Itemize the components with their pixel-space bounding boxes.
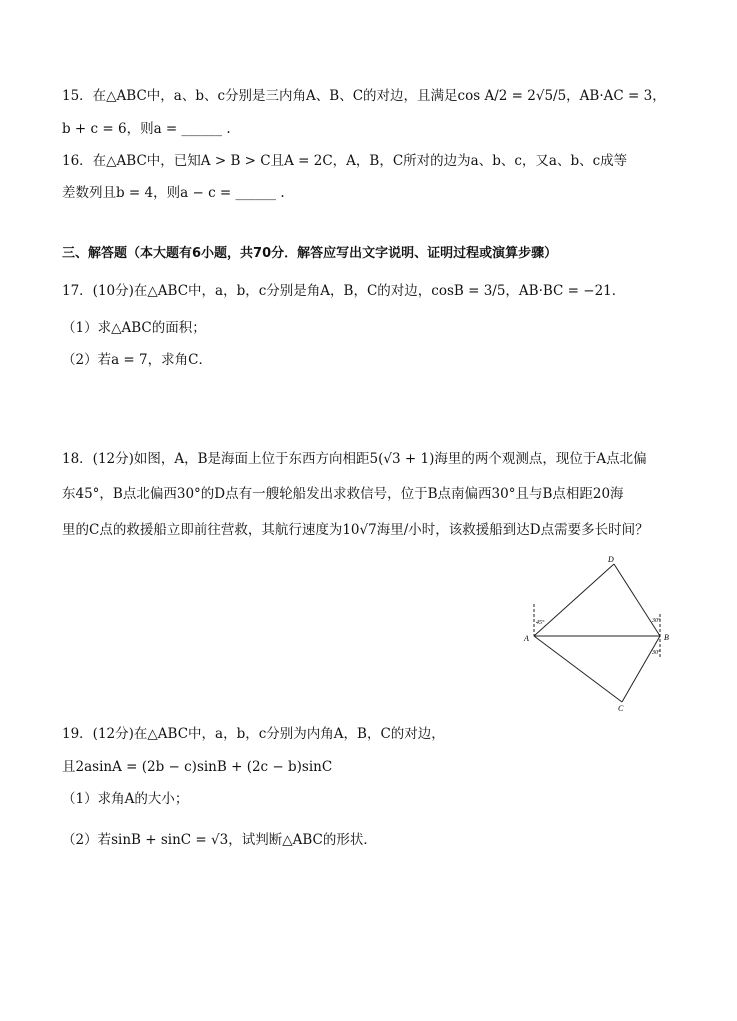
label-A: A xyxy=(524,634,529,643)
q19-line1: 19．(12分)在△ABC中，a，b，c分别为内角A，B，C的对边， xyxy=(62,726,445,742)
q17-part2: （2）若a = 7，求角C． xyxy=(62,352,212,368)
segment-AD xyxy=(534,564,614,636)
q17-part1: （1）求△ABC的面积； xyxy=(62,320,206,336)
q19-part1: （1）求角A的大小； xyxy=(62,791,189,807)
q16-line1: 16．在△ABC中，已知A > B > C且A = 2C，A，B，C所对的边为a、b、c，又a、b、c成等 xyxy=(62,153,628,169)
section-heading: 三、解答题（本大题有6小题，共70分．解答应写出文字说明、证明过程或演算步骤） xyxy=(62,246,558,261)
segment-BC xyxy=(622,636,660,702)
angle-label-A: 45° xyxy=(536,620,545,626)
q18-line2: 东45°，B点北偏西30°的D点有一艘轮船发出求救信号，位于B点南偏西30°且与B点相距20海 xyxy=(62,486,624,502)
q15-line1: 15．在△ABC中，a、b、c分别是三内角A、B、C的对边，且满足cos A/2 = 2√5/5，AB·AC = 3， xyxy=(62,88,666,104)
label-D: D xyxy=(608,555,614,564)
segment-DB xyxy=(614,564,660,636)
q16-line2: 差数列且b = 4，则a − c = ______ . xyxy=(62,185,285,201)
q18-diagram xyxy=(520,552,690,712)
q17-line1: 17．(10分)在△ABC中，a，b，c分别是角A，B，C的对边，cosB = 3/5，AB·BC = −21． xyxy=(62,283,626,299)
q15-line2: b + c = 6，则a = ______ . xyxy=(62,121,231,137)
q19-part2: （2）若sinB + sinC = √3，试判断△ABC的形状． xyxy=(62,832,377,848)
angle-label-B-top: 30° xyxy=(652,618,661,624)
q19-line2: 且2asinA = (2b − c)sinB + (2c − b)sinC xyxy=(62,759,333,775)
angle-label-B-bottom: 30° xyxy=(652,650,661,656)
label-C: C xyxy=(618,704,624,712)
label-B: B xyxy=(664,633,669,642)
q18-line1: 18．(12分)如图，A，B是海面上位于东西方向相距5(√3 + 1)海里的两个观测点，现位于A点北偏 xyxy=(62,451,647,467)
q18-line3: 里的C点的救援船立即前往营救，其航行速度为10√7海里/小时，该救援船到达D点需要多长时间？ xyxy=(62,522,649,538)
segment-AC xyxy=(534,636,622,702)
